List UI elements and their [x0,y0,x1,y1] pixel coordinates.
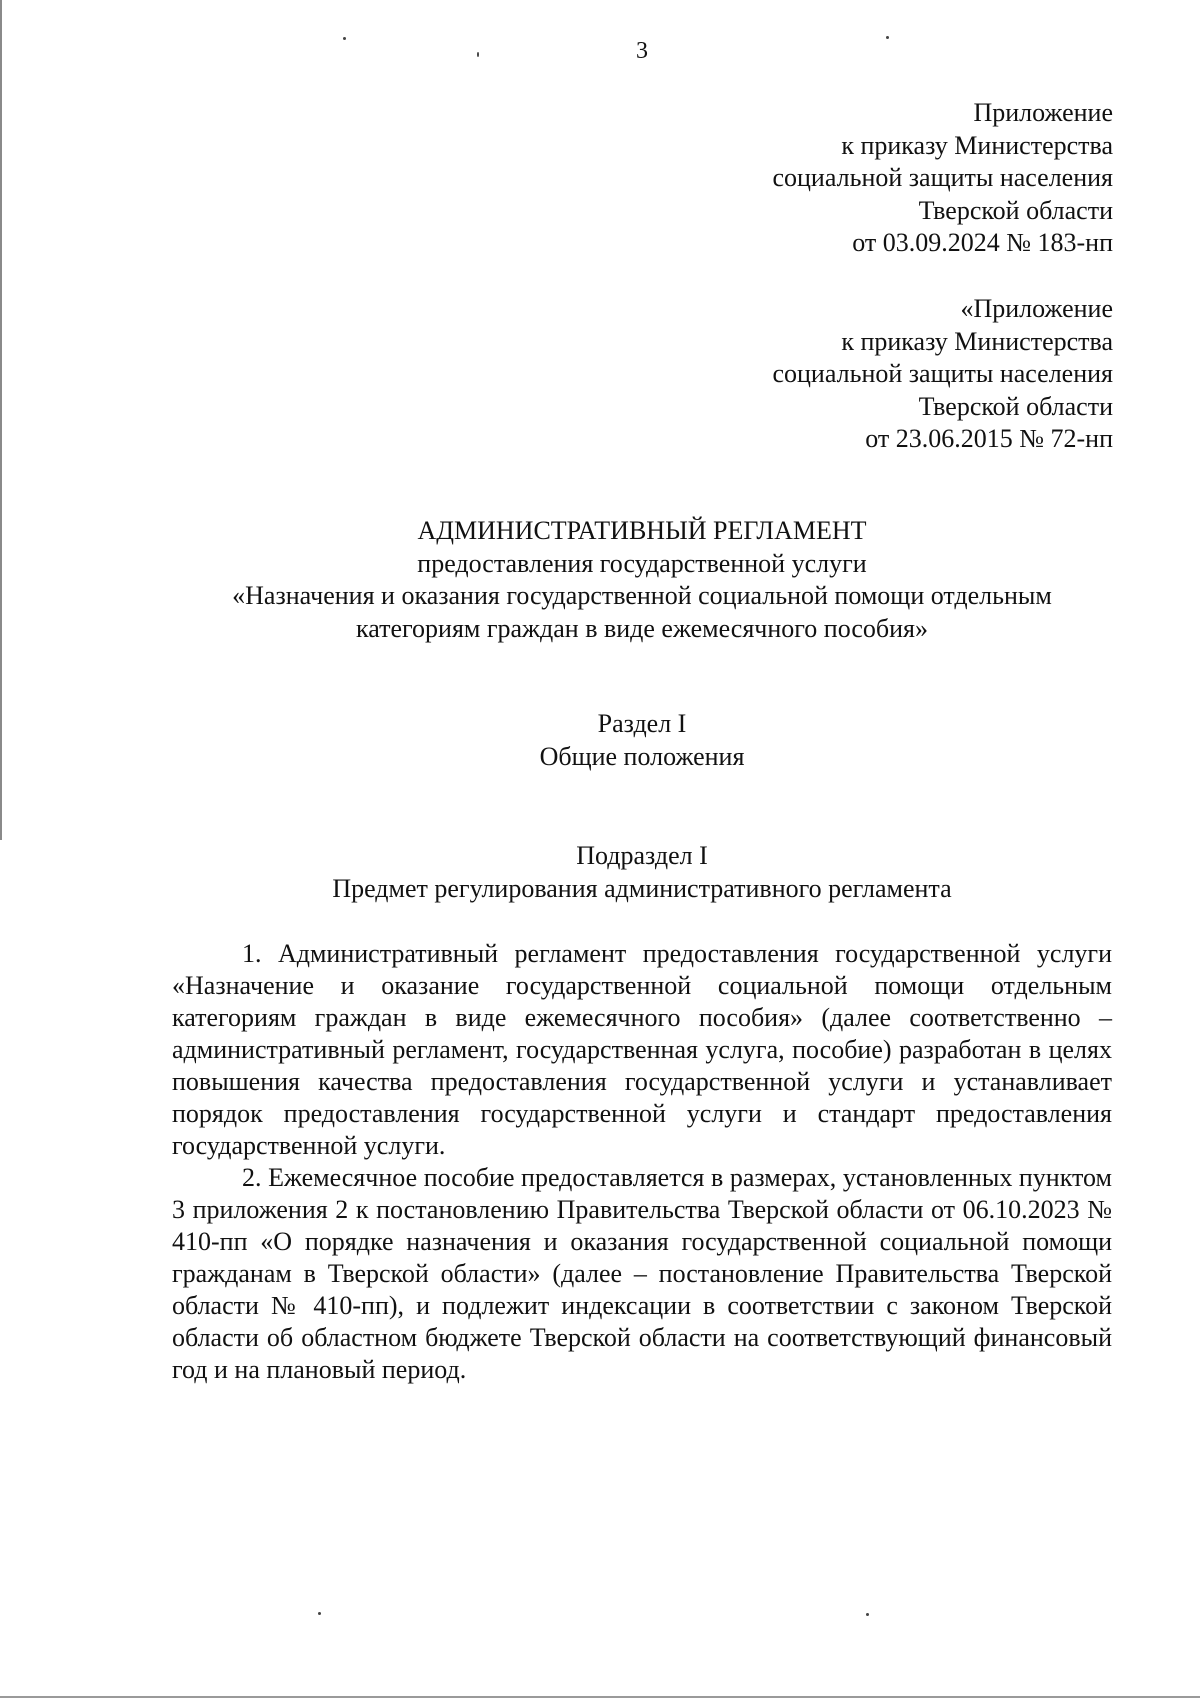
title-heading: АДМИНИСТРАТИВНЫЙ РЕГЛАМЕНТ [417,516,867,545]
appendix-line: к приказу Министерства [841,130,1113,160]
subsection-heading [172,840,1112,905]
page-number: 3 [636,38,648,64]
scan-left-edge [0,0,2,840]
appendix-date-number: от 03.09.2024 № 183-нп [852,228,1113,257]
appendix-line: «Приложение [960,294,1113,323]
appendix-line: Тверской области [918,391,1113,421]
document-title [172,515,1112,645]
document-body [172,938,1112,1386]
section-name: Общие положения [539,741,745,771]
appendix-line: Тверской области [918,195,1113,225]
title-line: категориям граждан в виде ежемесячного пособия» [356,613,928,643]
appendix-line: социальной защиты населения [772,163,1113,192]
appendix-line: социальной защиты населения [772,359,1113,388]
appendix-line: к приказу Министерства [841,326,1113,356]
subsection-name: Предмет регулирования административного регламента [332,873,952,903]
appendix-date-number: от 23.06.2015 № 72-нп [865,424,1113,453]
appendix-reference-current [593,97,1113,260]
paragraph: 2. Ежемесячное пособие предоставляется в размерах, установленных пунктом 3 приложения 2 к постановлению Правительства Тверской области от 06.10.2023 № 410-пп «О порядке назначения и оказания государственной социальной помощи гражданам в Тверской области» (далее – постановление Правительства Тверской области № 410-пп), и подлежит индексации в соответствии с законом Тверской области об областном бюджете Тверской области на соответствующий финансовый год и на плановый период. [172,1163,1112,1384]
appendix-line: Приложение [973,98,1113,127]
scan-speck [318,1612,321,1615]
scan-speck [866,1613,869,1616]
section-heading [172,708,1112,773]
title-line: «Назначения и оказания государственной социальной помощи отдельным [232,581,1052,610]
paragraph: 1. Административный регламент предоставления государственной услуги «Назначение и оказание государственной социальной помощи отдельным категориям граждан в виде ежемесячного пособия» (далее соответственно – административный регламент, государственная услуга, пособие) разработан в целях повышения качества предоставления государственной услуги и устанавливает порядок предоставления государственной услуги и стандарт предоставления государственной услуги. [172,939,1112,1160]
title-line: предоставления государственной услуги [417,548,867,578]
scan-bottom-edge [0,1696,1200,1698]
section-label: Раздел I [597,709,687,738]
appendix-reference-original [593,293,1113,456]
subsection-label: Подраздел I [576,841,708,870]
